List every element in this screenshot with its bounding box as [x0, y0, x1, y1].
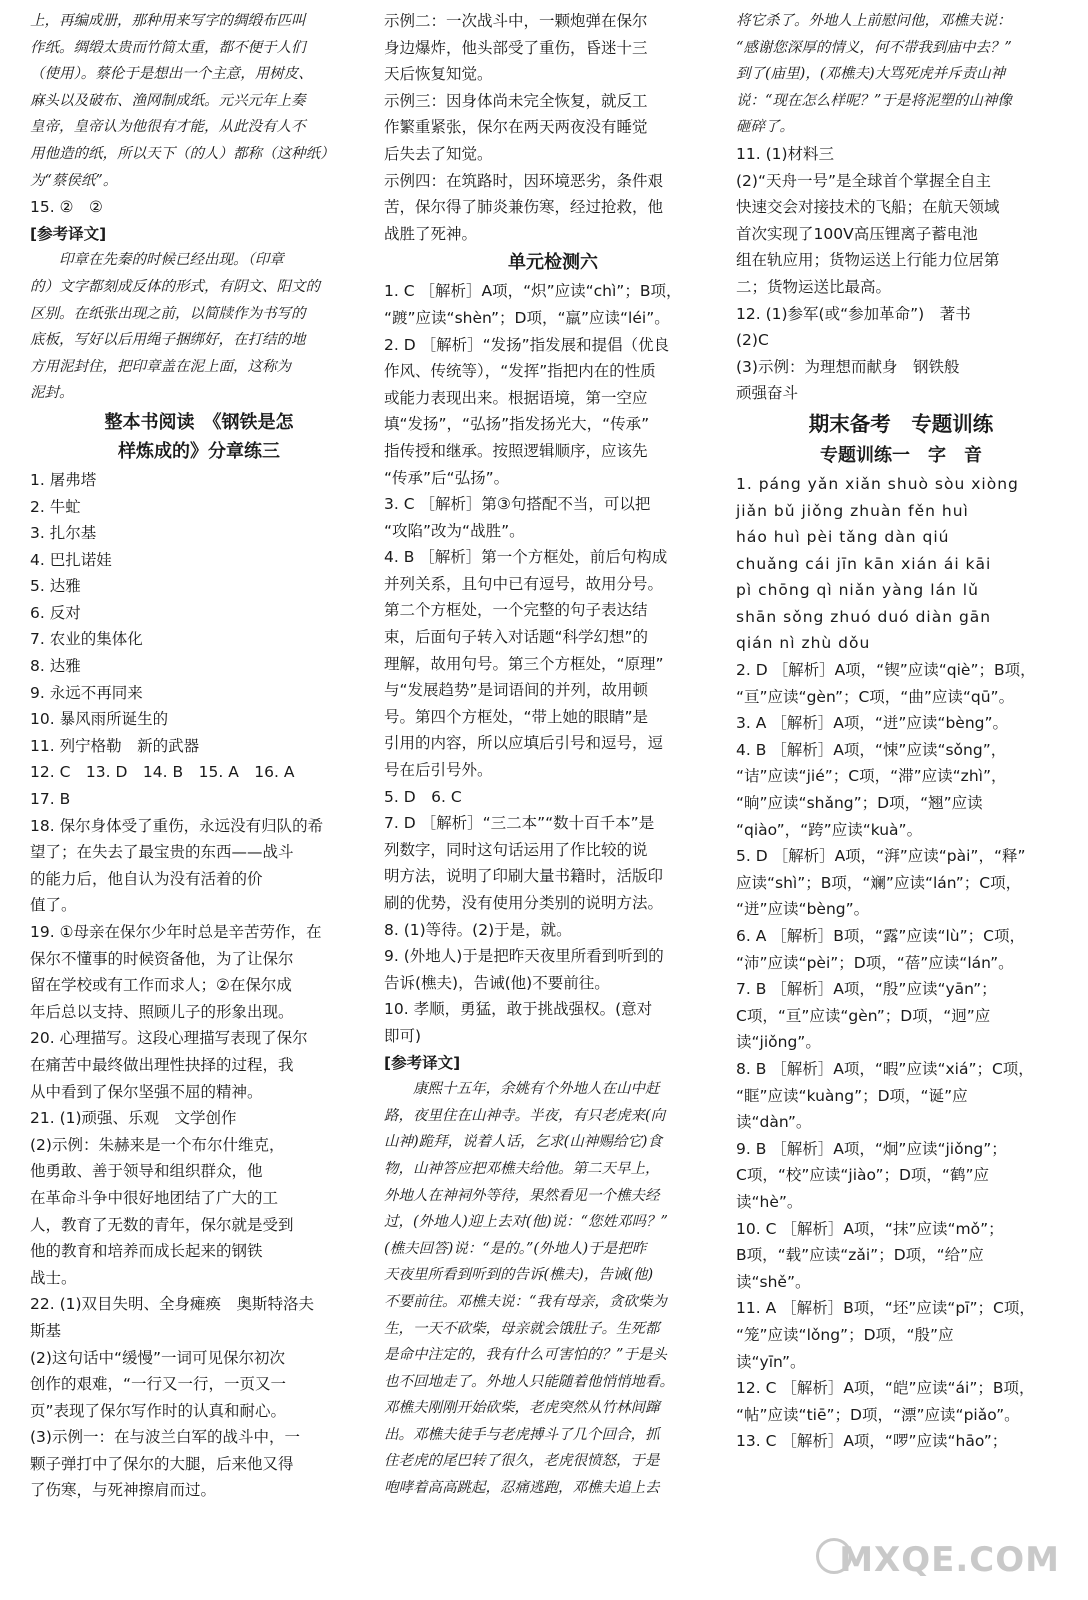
pronunciation-answers: 2. D ［解析］A项，“锲”应读“qiè”；B项， “亘”应读“gèn”；C项，“曲”应读“qū”。 3. A ［解析］A项，“迸”应读“bèng”。 4. B ［解析］A项，“悚”应读“sǒng”， “诘”应读“jié”；C项，“滞”应读“zhì”， “晌”应读“shǎng”；D项，“翘”应读 “qiào”，“跨”应读“kuà”。 5. D ［解析］A项，“湃”应读“pài”，“释” 应读“shì”；B项，“斓”应读“lán”；C项， “迸”应读“bèng”。 6. A ［解析］B项，“露”应读“lù”；C项， “沛”应读“pèi”；D项，“蓓”应读“lán”。 7. B ［解析］A项，“殷”应读“yān”； C项，“亘”应读“gèn”；D项，“迥”应 读“jiǒng”。 8. B ［解析］A项，“暇”应读“xiá”；C项， “眶”应读“kuàng”；D项，“诞”应 读“dàn”。 9. B ［解析］A项，“炯”应读“jiǒng”； C项，“校”应读“jiào”；D项，“鹤”应 读“hè”。 10. C ［解析］A项，“抹”应读“mǒ”； B项，“载”应读“zǎi”；D项，“给”应 读“shě”。 11. A ［解析］B项，“坯”应读“pī”；C项， “笼”应读“lǒng”；D项，“殷”应 读“yīn”。 12. C ［解析］A项，“皑”应读“ái”；B项， “帖”应读“tiē”；D项，“漂”应读“piǎo”。 13. C ［解析］A项，“啰”应读“hāo”；: [736, 661, 1036, 1451]
translation-continued: 上，再编成册，那种用来写字的绸缎布匹叫 作纸。绸缎太贵而竹简太重，都不便于人们 （使用）。蔡伦于是想出一个主意，用树皮、 麻头以及破布、渔网制成纸。元兴元年上奏 皇帝，皇帝认为他很有才能，从此没有人不 用他造的纸，所以天下（的人）都称（这种纸） 为“蔡侯纸”。: [30, 13, 335, 189]
watermark: MXQE.COM: [839, 1540, 1060, 1580]
answer-21: 21. (1)顽强、乐观 文学创作 (2)示例：朱赫来是一个布尔什维克， 他勇敢、善于领导和组织群众，他 在革命斗争中很好地团结了广大的工 人，教育了无数的青年，保尔就是受到 他的教育和培养而成长起来的钢铁 战士。: [30, 1109, 294, 1287]
final-review-title: 期末备考 专题训练: [808, 411, 994, 436]
special-training-title: 专题训练一 字 音: [820, 444, 982, 466]
answer-15: 15. ② ②: [30, 198, 103, 217]
reference-translation-title: [参考译文]: [30, 224, 107, 243]
answer-18: 18. 保尔身体受了重伤，永远没有归队的希 望了；在失去了最宝贵的东西——战斗 的能力后，他自认为没有活着的价 值了。: [30, 816, 324, 915]
answer-22: 22. (1)双目失明、全身瘫痪 奥斯特洛夫 斯基 (2)这句话中“缓慢”一词可见保尔初次 创作的艰难，“一行又一行，一页又一 页”表现了保尔写作时的认真和耐心。 (3)示例一：在与波兰白军的战斗中，一 颗子弹打中了保尔的大腿，后来他又得 了伤寒，与死神擦肩而过。: [30, 1295, 315, 1500]
reference-translation-continued: 将它杀了。外地人上前慰问他，邓樵夫说： “感谢您深厚的情义，何不带我到庙中去？” 到了(庙里)，(邓樵夫)大骂死虎并斥责山神 说：“现在怎么样呢？”于是将泥塑的山神像 砸碎了。: [736, 13, 1012, 136]
answer-20: 20. 心理描写。这段心理描写表现了保尔 在痛苦中最终做出理性抉择的过程，我 从中看到了保尔坚强不屈的精神。: [30, 1029, 308, 1101]
reference-translation-text: 印章在先秦的时候已经出现。（印章 的）文字都刻成反体的形式，有阴文、阳文的 区别。在纸张出现之前，以简牍作为书写的 底板，写好以后用绳子捆绑好，在打结的地 方用泥封住，把印章盖在泥上面，这称为 泥封。: [30, 252, 320, 402]
reference-translation-title-2: [参考译文]: [384, 1053, 461, 1072]
examples-text: 示例二：一次战斗中，一颗炮弹在保尔 身边爆炸，他头部受了重伤，昏迷十三 天后恢复知觉。 示例三：因身体尚未完全恢复，就反工 作繁重紧张，保尔在两天两夜没有睡觉 后失去了知觉。 示例四：在筑路时，因环境恶劣，条件艰 苦，保尔得了肺炎兼伤寒，经过抢救，他 战胜了死神。: [384, 12, 664, 243]
middle-column: [384, 8, 722, 1502]
right-column: [736, 8, 1066, 1455]
section-title-line2: 样炼成的》分章练三: [118, 440, 280, 462]
unit-test-title: 单元检测六: [508, 252, 598, 274]
answer-11: 11. (1)材料三 (2)“天舟一号”是全球首个掌握全自主 快速交会对接技术的飞船；在航天领域 首次实现了100V高压锂离子蓄电池 组在轨应用；货物运送上行能力位居第 二；货物运送比最高。: [736, 144, 1000, 296]
unit-test-answers: 1. C ［解析］A项，“炽”应读“chì”；B项， “踱”应读“shèn”；D项，“羸”应读“léi”。 2. D ［解析］“发扬”指发展和提倡（优良 作风、传统等），“发挥”指把内在的性质 或能力表现出来。根据语境，第一空应 填“发扬”，“弘扬”指发扬光大，“传承” 指传授和继承。按照逻辑顺序，应该先 “传承”后“弘扬”。 3. C ［解析］第③句搭配不当，可以把 “攻陷”改为“战胜”。 4. B ［解析］第一个方框处，前后句构成 并列关系，且句中已有逗号，故用分号。 第二个方框处，一个完整的句子表达结 束，后面句子转入对话题“科学幻想”的 理解，故用句号。第三个方框处，“原理” 与“发展趋势”是词语间的并列，故用顿 号。第四个方框处，“带上她的眼睛”是 引用的内容，所以应填后引号和逗号，逗 号在后引号外。 5. D 6. C 7. D ［解析］“三二本”“数十百千本”是 列数字，同时这句话运用了作比较的说 明方法，说明了印刷大量书籍时，活版印 刷的优势，没有使用分类别的说明方法。 8. (1)等待。(2)于是，就。 9. (外地人)于是把昨天夜里所看到听到的 告诉(樵夫)，告诫(他)不要前往。 10. 孝顺，勇猛，敢于挑战强权。(意对 即可): [384, 282, 682, 1045]
reference-translation-text-2: 康熙十五年，余姚有个外地人在山中赶 路，夜里住在山神寺。半夜，有只老虎来(向 山神)跪拜，说着人话，乞求(山神赐给它)食 物，山神答应把邓樵夫给他。第二天早上， 外地人在神祠外等待，果然看见一个樵夫经 过，(外地人)迎上去对(他)说：“您姓邓吗？” (樵夫回答)说：“是的。”(外地人)于是把昨 天夜里所看到听到的告诉(樵夫)，告诫(他) 不要前往。邓樵夫说：“我有母亲，贪砍柴为 生，一天不砍柴，母亲就会饿肚子。生死都 是命中注定的，我有什么可害怕的？”于是头 也不回地走了。外地人只能随着他悄悄地看。 邓樵夫刚刚开始砍柴，老虎突然从竹林间蹿 出。邓樵夫徒手与老虎搏斗了几个回合，抓 住老虎的尾巴转了很久，老虎很愤怒，于是 咆哮着高高跳起，忍痛逃跑，邓樵夫追上去: [384, 1081, 674, 1497]
pinyin-answers: 1. páng yǎn xiǎn shuò sòu xiòng jiǎn bǔ jiǒng zhuàn fěn huì háo huì pèi tǎng dàn qiú chuǎng cái jīn kān xián ái kāi pì chōng qì niǎn yàng lán lǔ shān sǒng zhuó duó diàn gān qián nì zhù dǒu: [736, 474, 1019, 653]
answer-19: 19. ①母亲在保尔少年时总是辛苦劳作，在 保尔不懂事的时候资备他，为了让保尔 留在学校或有工作而求人；②在保尔成 年后总以支持、照顾儿子的形象出现。: [30, 923, 322, 1021]
answer-12: 12. (1)参军(或“参加革命”) 著书 (2)C (3)示例：为理想而献身 钢铁般 顽强奋斗: [736, 304, 971, 403]
answers-1-17: 1. 屠弗塔 2. 牛虻 3. 扎尔基 4. 巴扎诺娃 5. 达雅 6. 反对 7. 农业的集体化 8. 达雅 9. 永远不再同来 10. 暴风雨所诞生的 11. 列宁格勒 新的武器 12. C 13. D 14. B 15. A 16. A 17. B: [30, 470, 295, 809]
section-title-line1: 整本书阅读 《钢铁是怎: [104, 411, 294, 433]
left-column: [30, 8, 368, 1504]
